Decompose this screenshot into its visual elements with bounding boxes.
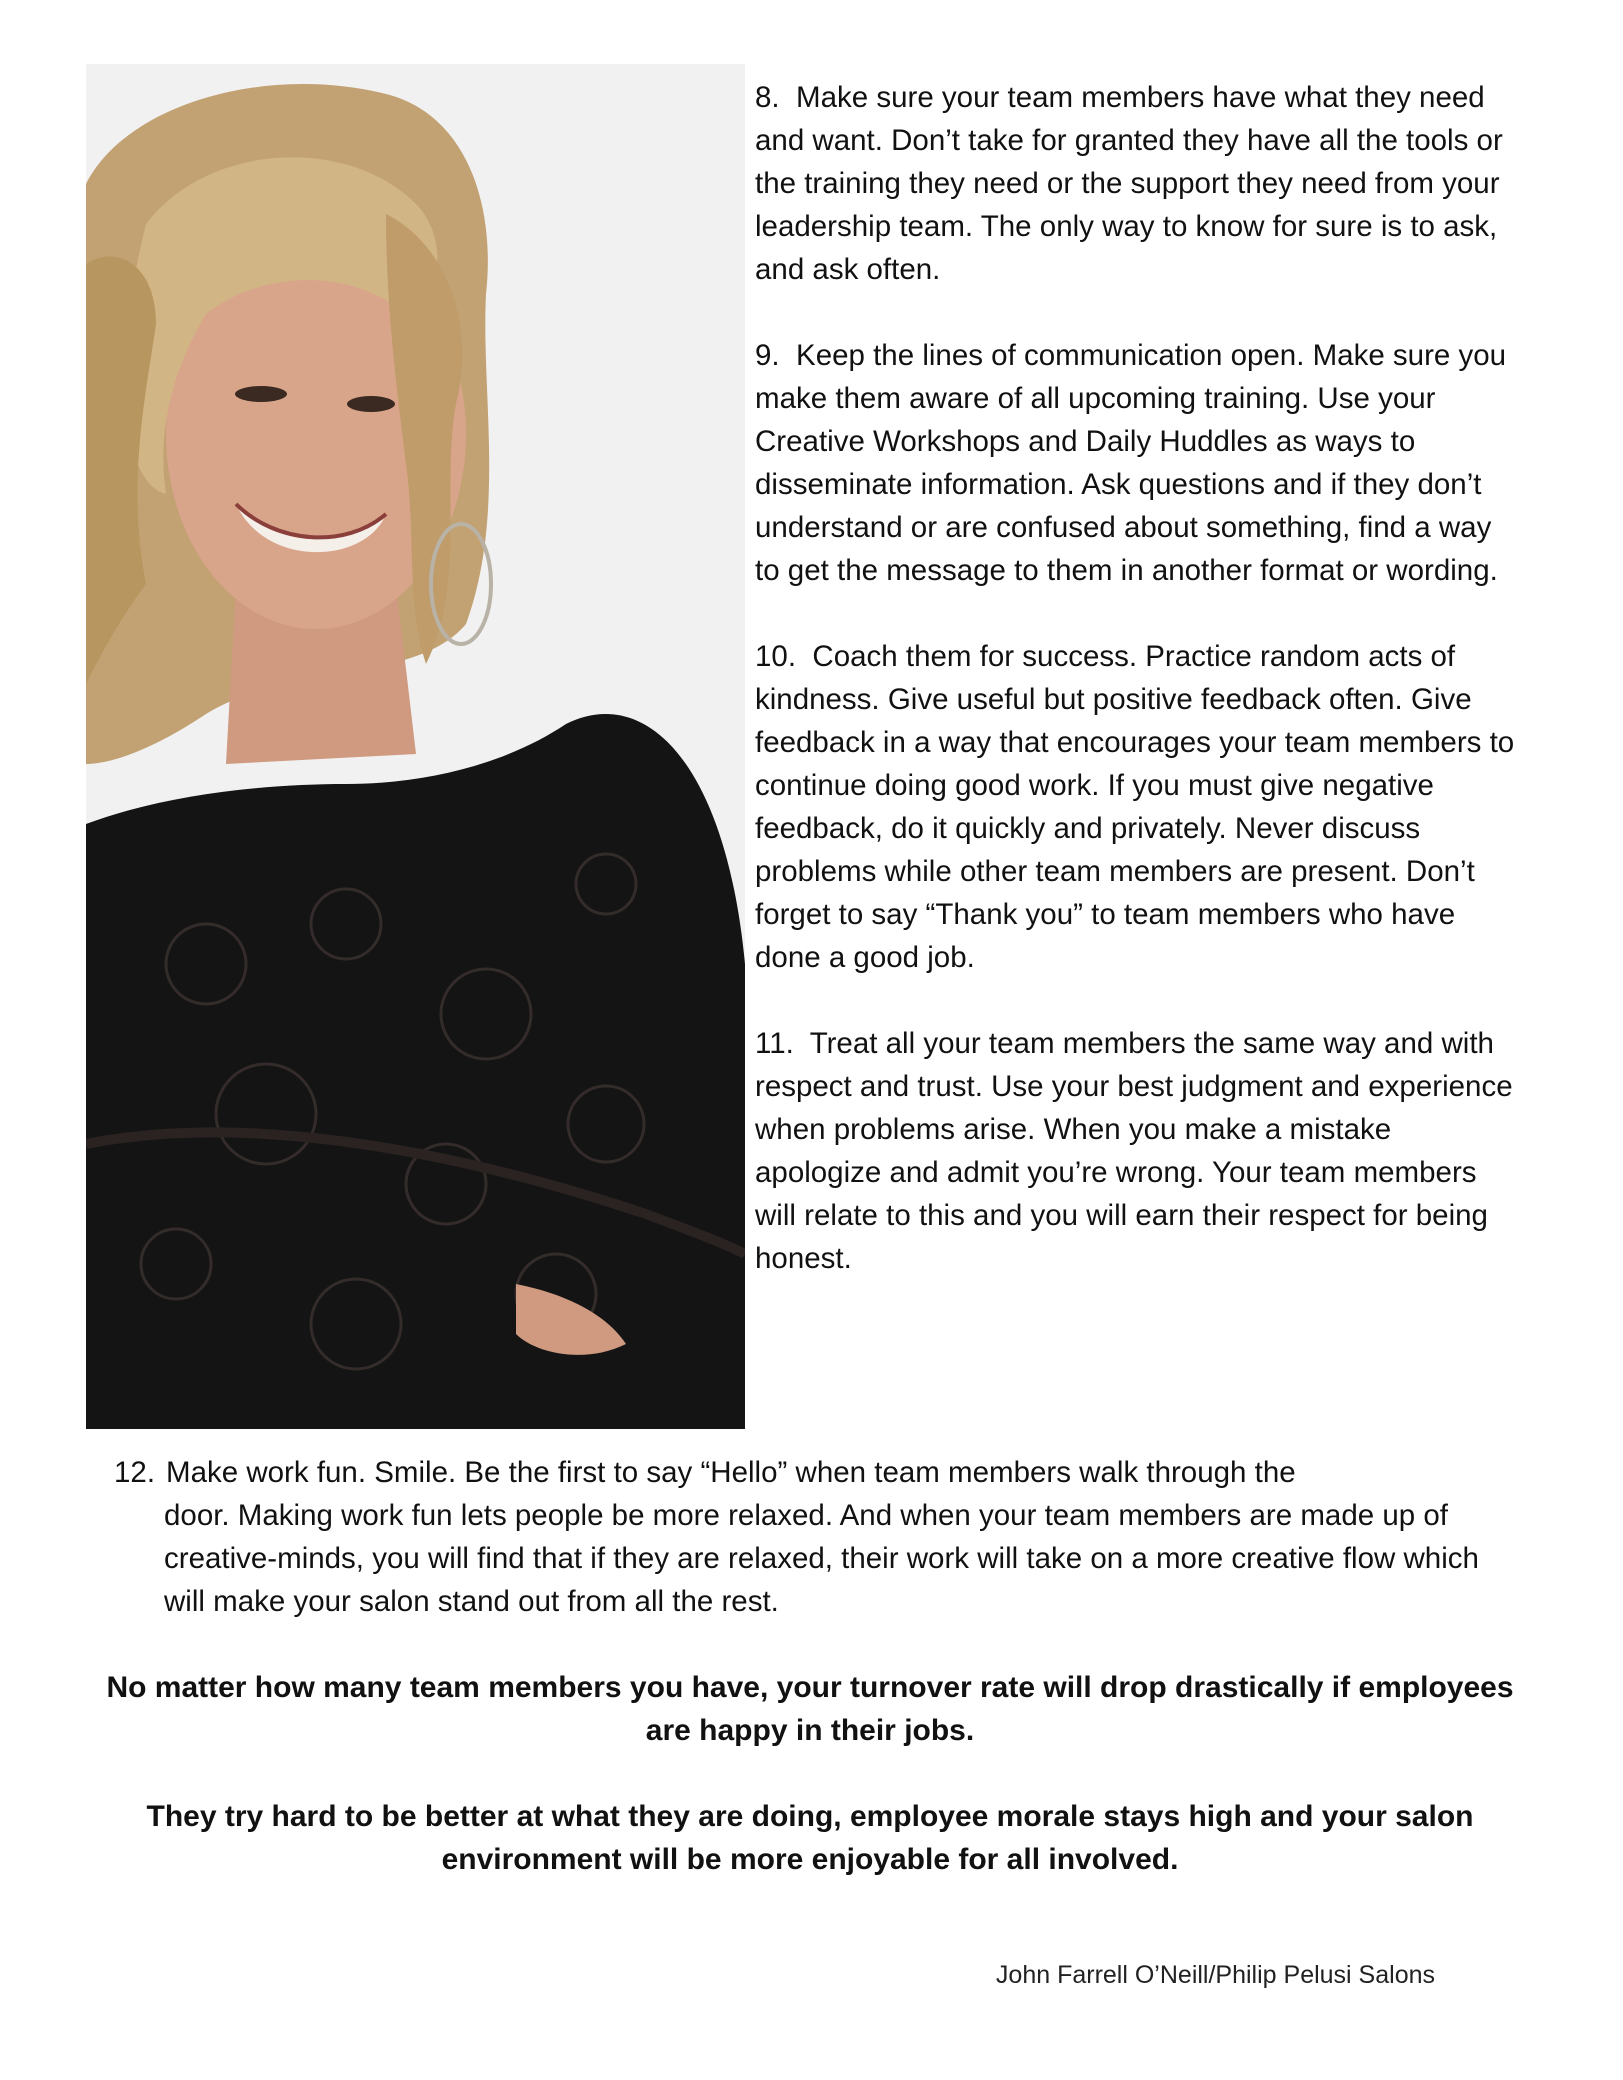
- author-credit: John Farrell O’Neill/Philip Pelusi Salons: [995, 1961, 1435, 1989]
- closing-statement-1: No matter how many team members you have, your turnover rate will drop drastically if employees are happy in their jobs.: [106, 1671, 1514, 1747]
- tip-number: 8.: [755, 81, 780, 114]
- tip-text-continuation: door. Making work fun lets people be more relaxed. And when your team members are made up of creative-minds, you will find that if they are relaxed, their work will take on a more creative flow which will make your salon stand out from all the rest.: [164, 1499, 1479, 1618]
- tip-12: [114, 1451, 1494, 1623]
- tip-text: Treat all your team members the same way and with respect and trust. Use your best judgment and experience when problems arise. When you make a mistake apologize and admit you’re wrong. Your team members will relate to this and you will earn their respect for being honest.: [755, 1027, 1513, 1275]
- tip-number: 10.: [755, 640, 797, 673]
- tip-10: [755, 635, 1515, 979]
- tips-column: [755, 76, 1515, 1323]
- tip-text-first-line: Make work fun. Smile. Be the first to say “Hello” when team members walk through the: [166, 1456, 1296, 1489]
- tip-text: Keep the lines of communication open. Make sure you make them aware of all upcoming training. Use your Creative Workshops and Daily Huddles as ways to disseminate information. Ask questions and if they don’t understand or are confused about something, find a way to get the message to them in another format or wording.: [755, 339, 1507, 587]
- tip-11: [755, 1022, 1515, 1280]
- tip-9: [755, 334, 1515, 592]
- tip-text: Coach them for success. Practice random acts of kindness. Give useful but positive feedback often. Give feedback in a way that encourages your team members to continue doing good work. If you must give negative feedback, do it quickly and privately. Never discuss problems while other team members are present. Don’t forget to say “Thank you” to team members who have done a good job.: [755, 640, 1515, 974]
- tip-8: [755, 76, 1515, 291]
- portrait-photo: [86, 64, 745, 1429]
- tip-number: 11.: [755, 1027, 794, 1060]
- tip-number: 12.: [114, 1456, 156, 1489]
- closing-statement-2: They try hard to be better at what they are doing, employee morale stays high and your salon environment will be more enjoyable for all involved.: [146, 1800, 1474, 1876]
- portrait-illustration: [86, 64, 745, 1429]
- tip-text: Make sure your team members have what they need and want. Don’t take for granted they have all the tools or the training they need or the support they need from your leadership team. The only way to know for sure is to ask, and ask often.: [755, 81, 1503, 286]
- tip-number: 9.: [755, 339, 780, 372]
